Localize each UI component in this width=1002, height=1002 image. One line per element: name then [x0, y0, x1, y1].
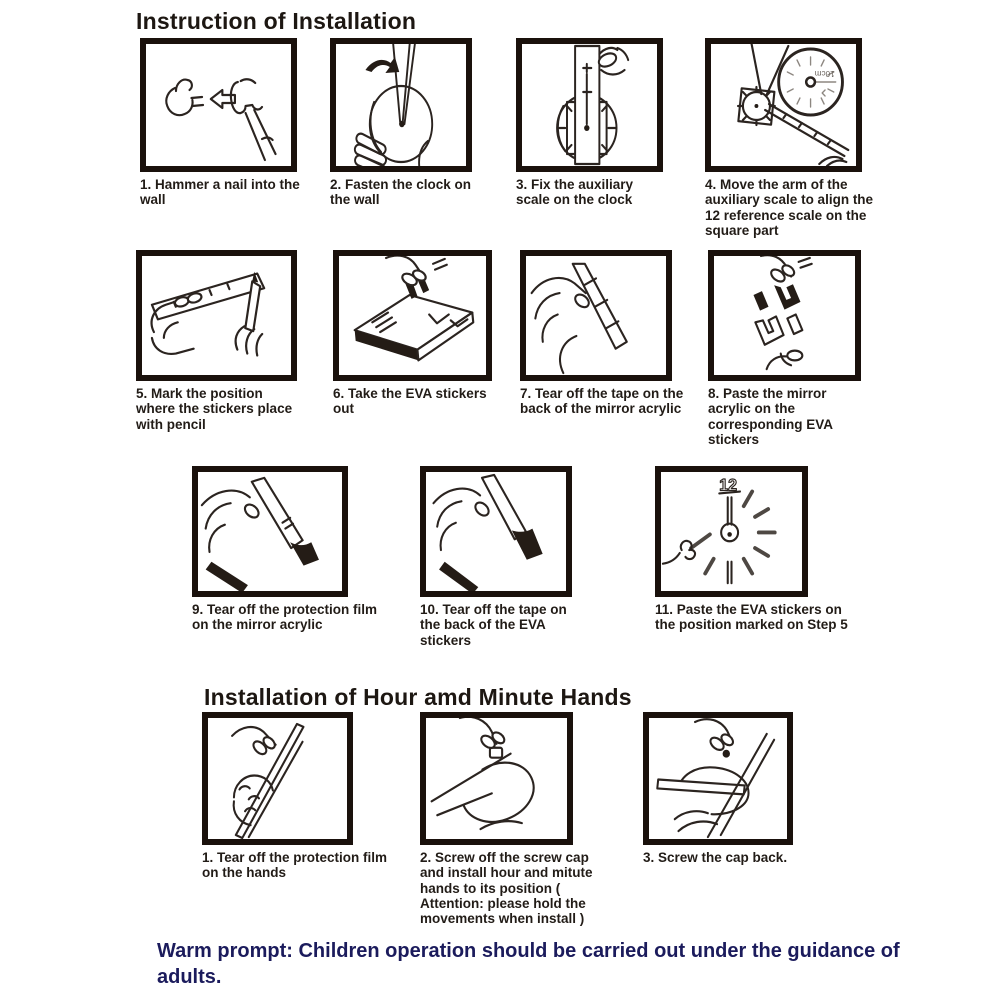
step-4-frame	[705, 38, 862, 172]
hands-step-1-caption: 1. Tear off the protection film on the hands	[202, 850, 388, 881]
step-5-caption: 5. Mark the position where the stickers place with pencil	[136, 386, 293, 432]
step-installation-4	[705, 38, 875, 238]
step-8-frame	[708, 250, 861, 381]
move-arm-illustration	[711, 44, 856, 166]
step-installation-6	[333, 250, 511, 417]
step-hands-1	[202, 712, 394, 881]
step-9-caption: 9. Tear off the protection film on the mirror acrylic	[192, 602, 378, 633]
step-2-caption: 2. Fasten the clock on the wall	[330, 177, 472, 208]
step-installation-5	[136, 250, 298, 432]
step-installation-9	[192, 466, 384, 633]
tear-tape-eva-illustration	[426, 472, 566, 591]
step-5-frame	[136, 250, 297, 381]
step-8-caption: 8. Paste the mirror acrylic on the corresponding EVA stickers	[708, 386, 833, 447]
eva-stickers-out-illustration	[339, 256, 486, 375]
magnifier-scale-label: 10cm	[814, 68, 835, 80]
step-10-caption: 10. Tear off the tape on the back of the EVA stickers	[420, 602, 567, 648]
hands-step-2-caption: 2. Screw off the screw cap and install hour and mitute hands to its position ( Attention: please hold the movements when install )	[420, 850, 593, 926]
step-1-frame	[140, 38, 297, 172]
step-9-frame	[192, 466, 348, 597]
step-3-caption: 3. Fix the auxiliary scale on the clock	[516, 177, 634, 208]
step-11-caption: 11. Paste the EVA stickers on the position marked on Step 5	[655, 602, 848, 633]
step-installation-1	[140, 38, 306, 208]
section-title-installation: Instruction of Installation	[136, 8, 417, 34]
step-10-frame	[420, 466, 572, 597]
warm-prompt: Warm prompt: Children operation should be carried out under the guidance of adults.	[157, 940, 900, 989]
step-installation-2	[330, 38, 480, 208]
hands-step-2-frame	[420, 712, 573, 845]
step-7-caption: 7. Tear off the tape on the back of the mirror acrylic	[520, 386, 684, 417]
step-4-caption: 4. Move the arm of the auxiliary scale to align the 12 reference scale on the square part	[705, 177, 874, 238]
clock-numeral-12: 12	[719, 476, 738, 495]
step-installation-10	[420, 466, 588, 648]
screw-cap-back-illustration	[649, 718, 787, 839]
auxiliary-scale-illustration	[522, 44, 657, 166]
hands-step-3-frame	[643, 712, 793, 845]
step-hands-3	[643, 712, 813, 865]
step-installation-8	[708, 250, 868, 447]
section-title-hands: Installation of Hour amd Minute Hands	[204, 684, 632, 710]
paste-eva-positions-illustration	[661, 472, 802, 591]
fasten-clock-illustration	[336, 44, 466, 166]
hands-step-1-frame	[202, 712, 353, 845]
step-6-frame	[333, 250, 492, 381]
step-2-frame	[330, 38, 472, 172]
step-hands-2	[420, 712, 602, 926]
step-7-frame	[520, 250, 672, 381]
step-installation-3	[516, 38, 668, 208]
tear-tape-mirror-illustration	[526, 256, 666, 375]
screw-off-cap-illustration	[426, 718, 567, 839]
step-3-frame	[516, 38, 663, 172]
tear-film-hands-illustration	[208, 718, 347, 839]
hammer-nail-illustration	[146, 44, 291, 166]
mark-position-illustration	[142, 256, 291, 375]
step-6-caption: 6. Take the EVA stickers out	[333, 386, 487, 417]
step-1-caption: 1. Hammer a nail into the wall	[140, 177, 300, 208]
hands-step-3-caption: 3. Screw the cap back.	[643, 850, 788, 865]
step-11-frame	[655, 466, 808, 597]
paste-mirror-illustration	[714, 256, 855, 375]
step-installation-11	[655, 466, 860, 633]
step-installation-7	[520, 250, 688, 417]
tear-protection-film-illustration	[198, 472, 342, 591]
